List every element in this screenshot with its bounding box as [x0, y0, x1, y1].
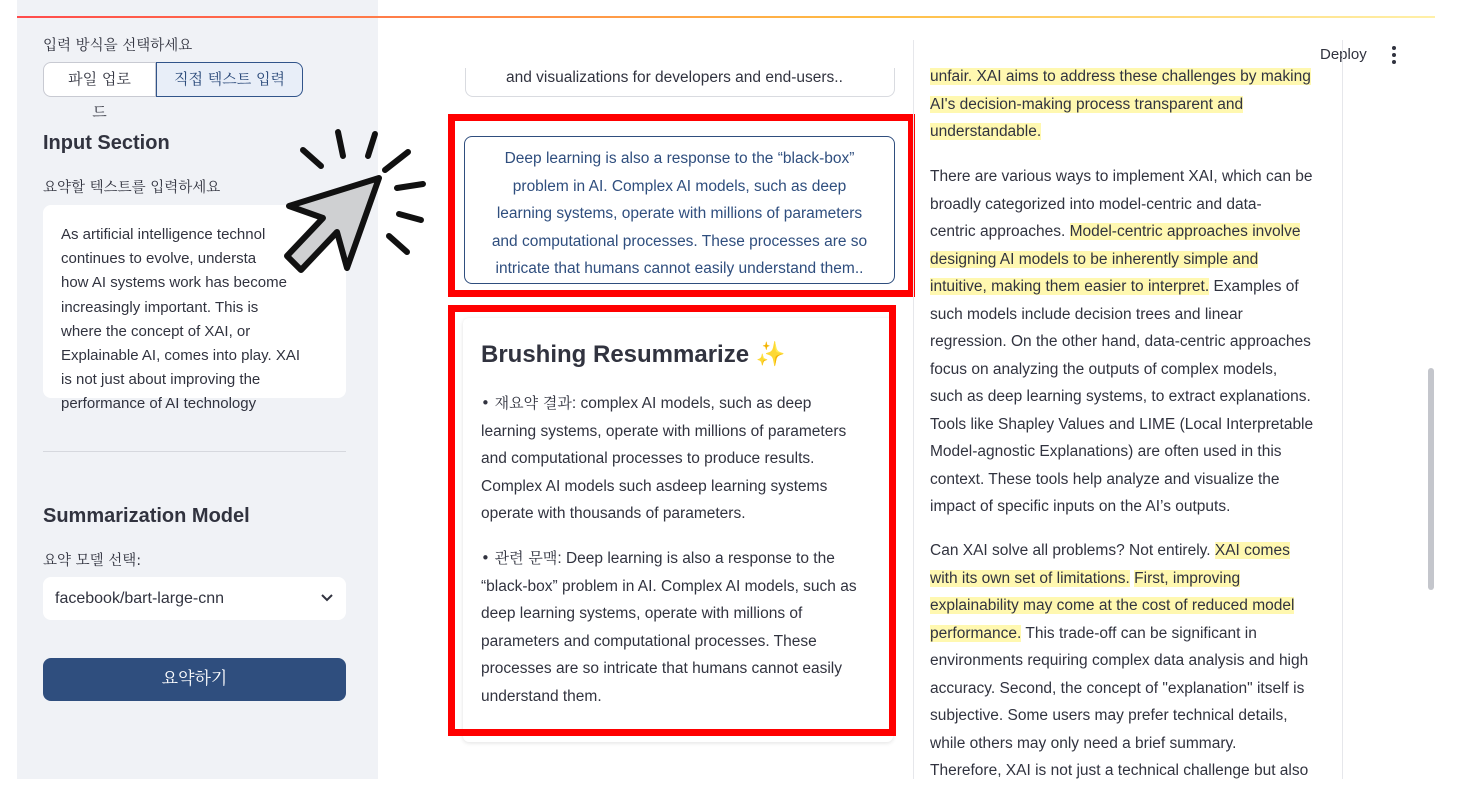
sidebar-divider [43, 451, 346, 452]
text-line: performance of AI technology [61, 395, 257, 413]
text-line: subjective. Some users may prefer technical details, [930, 707, 1288, 724]
resummarize-title-text: Brushing Resummarize [481, 341, 750, 368]
text-line: regression. On the other hand, data-centric approaches [930, 333, 1311, 350]
result-line: and computational processes to produce results. [481, 450, 815, 467]
context-line: understand them. [481, 687, 602, 705]
text-line: such models include decision trees and linear [930, 305, 1243, 323]
context-line: deep learning systems, operate with millions of [481, 605, 803, 622]
highlighted-text: Model-centric approaches involve [1069, 223, 1301, 240]
highlighted-text: explainability may come at the cost of reduced model [930, 597, 1295, 614]
context-label: • 관련 문맥 [481, 549, 558, 567]
result-line: : complex AI models, such as deep [571, 395, 812, 412]
text-line: broadly categorized into model-centric and data- [930, 195, 1262, 213]
highlighted-text: AI's decision-making process transparent and [930, 95, 1244, 113]
highlighted-text: First, improving [1134, 569, 1241, 587]
selected-line: and computational processes. These processes are so [491, 232, 868, 250]
original-paragraph-2 [930, 163, 1330, 521]
model-select-value: facebook/bart-large-cnn [55, 590, 224, 607]
text-segment: centric approaches. [930, 223, 1070, 240]
header-overlay [465, 40, 895, 68]
model-section-title: Summarization Model [43, 505, 250, 527]
highlighted-text: understandable. [930, 123, 1042, 140]
resummarize-title [481, 340, 786, 369]
input-method-segmented-control [43, 62, 303, 121]
highlighted-text: intuitive, making them easier to interpret. [930, 278, 1210, 295]
page-scrollbar[interactable] [1428, 368, 1434, 590]
result-line: learning systems, operate with millions of parameters [481, 422, 847, 440]
result-line: Complex AI models such asdeep learning systems [481, 477, 828, 495]
previous-summary-text: and visualizations for developers and end-users.. [506, 69, 843, 86]
text-line: accuracy. Second, the concept of "explanation" itself is [930, 679, 1305, 697]
original-text-panel [913, 40, 1343, 779]
selected-line: Deep learning is also a response to the “black-box” [504, 150, 855, 167]
context-line: : Deep learning is also a response to the [557, 550, 835, 567]
highlighted-text: XAI comes [1214, 542, 1290, 559]
result-line: operate with thousands of parameters. [481, 505, 746, 522]
resummary-result [481, 390, 881, 528]
text-segment: Can XAI solve all problems? Not entirely. [930, 542, 1215, 559]
input-method-label: 입력 방식을 선택하세요 [43, 38, 193, 54]
text-segment: This trade-off can be significant in [1021, 624, 1257, 642]
model-select-label: 요약 모델 선택: [43, 553, 142, 569]
text-line: increasingly important. This is [61, 298, 259, 316]
text-input-label: 요약할 텍스트를 입력하세요 [43, 180, 221, 196]
selected-line: problem in AI. Complex AI models, such as deep [512, 177, 847, 195]
app-frame [17, 0, 1435, 779]
text-line: environments requiring complex data analysis and high [930, 652, 1309, 669]
input-section-title: Input Section [43, 132, 170, 154]
sidebar [17, 0, 378, 779]
chevron-down-icon [320, 577, 334, 637]
result-label: • 재요약 결과 [481, 394, 572, 412]
highlighted-text: unfair. XAI aims to address these challenges by making [930, 68, 1311, 85]
text-line: such as deep learning systems, to extract explanations. [930, 388, 1311, 405]
highlighted-text: performance. [930, 624, 1022, 642]
highlighted-text: with its own set of limitations. [930, 569, 1130, 587]
text-line: continues to evolve, understa [61, 250, 257, 268]
text-line: context. These tools help analyze and visualize the [930, 470, 1280, 488]
text-line: focus on analyzing the outputs of complex models, [930, 360, 1278, 378]
context-line: parameters and computational processes. These [481, 632, 817, 650]
selected-line: intricate that humans cannot easily understand them.. [495, 260, 864, 277]
text-line: There are various ways to implement XAI, which can be [930, 168, 1313, 185]
selected-summary-sentence[interactable] [464, 136, 895, 284]
selected-line: learning systems, operate with millions of parameters [496, 205, 863, 222]
kebab-menu-icon[interactable] [1387, 44, 1401, 66]
deploy-button[interactable]: Deploy [1320, 46, 1367, 63]
text-line: Therefore, XAI is not just a technical challenge but also [930, 762, 1309, 779]
text-line: Explainable AI, comes into play. XAI [61, 347, 301, 365]
text-segment: Examples of [1209, 278, 1299, 295]
summarize-button[interactable]: 요약하기 [43, 658, 346, 701]
text-line: Tools like Shapley Values and LIME (Local Interpretable [930, 415, 1314, 433]
text-line: how AI systems work has become [61, 274, 287, 292]
text-line: impact of specific inputs on the AI’s outputs. [930, 498, 1231, 515]
text-line: is not just about improving the [61, 371, 261, 389]
context-line: processes are so intricate that humans cannot easily [481, 660, 842, 677]
context-line: “black-box” problem in AI. Complex AI models, such as [481, 577, 857, 595]
sparkles-icon: ✨ [755, 341, 786, 368]
text-line: while others may only need a brief summary. [930, 734, 1237, 752]
text-line: Model-agnostic Explanations) are often used in this [930, 443, 1282, 460]
direct-text-input-option[interactable]: 직접 텍스트 입력 [156, 62, 303, 97]
original-paragraph-3 [930, 537, 1330, 785]
highlighted-text: designing AI models to be inherently simple and [930, 250, 1259, 268]
text-line: where the concept of XAI, or [61, 322, 251, 340]
text-line: As artificial intelligence technol [61, 226, 266, 243]
top-decoration-bar [17, 16, 1435, 18]
original-paragraph-1 [930, 63, 1330, 146]
click-pointer-icon [279, 122, 419, 282]
model-select[interactable] [43, 577, 346, 620]
file-upload-option[interactable]: 파일 업로드 [43, 62, 156, 97]
related-context [481, 545, 881, 710]
